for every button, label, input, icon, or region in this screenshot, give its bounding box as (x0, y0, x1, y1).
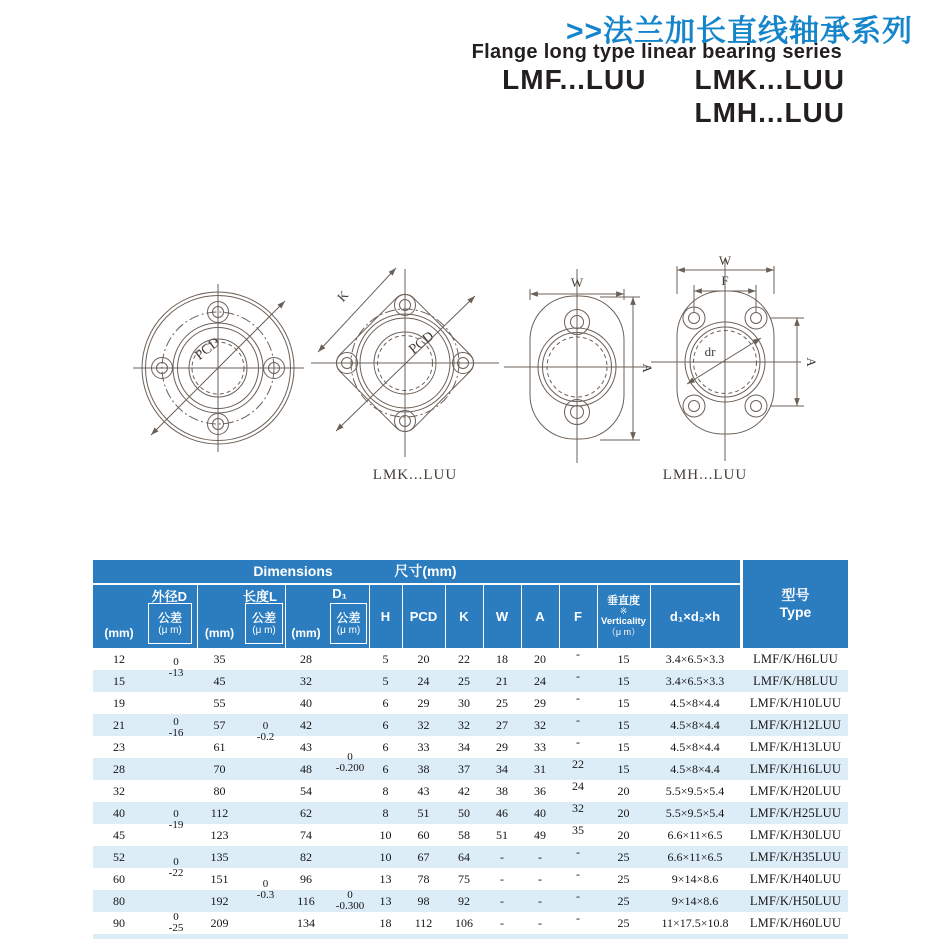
cell-f: - (576, 888, 580, 903)
cell-vert: 25 (617, 849, 630, 864)
cell-h: 5 (382, 651, 389, 666)
cell-pcd: 43 (417, 783, 430, 798)
table-bottom-band (93, 934, 848, 939)
cell-type: LMF/K/H35LUU (749, 849, 842, 864)
cell-f: 24 (572, 778, 584, 793)
cell-h: 8 (382, 805, 389, 820)
cell-type: LMF/K/H8LUU (753, 673, 838, 688)
unit-mm-l: (mm) (204, 626, 235, 640)
cell-k: 64 (458, 849, 470, 864)
cell-d: 52 (113, 849, 125, 864)
drawing-lmh-oval-4hole (651, 259, 804, 461)
cell-f: - (576, 844, 580, 859)
tolerance-l-03: 0 -0.3 (256, 878, 275, 901)
tolerance-box-d1: 公差 (μ m) (330, 603, 367, 644)
table-row (93, 714, 848, 736)
pcd-label-square: PCD (406, 328, 438, 358)
cell-pcd: 33 (417, 739, 430, 754)
cell-d1: 82 (300, 849, 312, 864)
cell-w: - (500, 871, 504, 886)
cell-k: 22 (458, 651, 470, 666)
cell-pcd: 20 (417, 651, 430, 666)
table-body (93, 648, 848, 934)
cell-vert: 25 (617, 915, 630, 930)
tolerance-d-13: 0 -13 (168, 656, 184, 679)
cell-type: LMF/K/H60LUU (749, 915, 842, 930)
cell-a: 32 (534, 717, 546, 732)
w-dimension-label-oval2: W (570, 275, 584, 290)
technical-drawings (0, 248, 945, 488)
tolerance-d1-0300: 0 -0.300 (335, 889, 365, 912)
cell-h: 18 (379, 915, 392, 930)
cell-a: 49 (534, 827, 546, 842)
cell-type: LMF/K/H12LUU (749, 717, 842, 732)
cell-a: 33 (534, 739, 546, 754)
cell-h: 6 (382, 695, 389, 710)
table-header (93, 560, 848, 648)
cell-dxd: 6.6×11×6.5 (667, 827, 723, 842)
cell-l: 209 (210, 915, 229, 930)
model-series-row (502, 64, 845, 96)
cell-f: 22 (572, 756, 584, 771)
cell-a: - (538, 849, 542, 864)
cell-h: 10 (379, 849, 392, 864)
cell-l: 151 (210, 871, 229, 886)
cell-w: 25 (496, 695, 508, 710)
cell-f: - (576, 690, 580, 705)
cell-k: 37 (458, 761, 470, 776)
cell-d: 28 (113, 761, 125, 776)
cell-w: - (500, 849, 504, 864)
cell-dxd: 4.5×8×4.4 (670, 739, 720, 754)
cell-type: LMF/K/H25LUU (749, 805, 842, 820)
cell-type: LMF/K/H6LUU (753, 651, 838, 666)
tolerance-box-l: 公差 (μ m) (245, 603, 283, 644)
cell-dxd: 5.5×9.5×5.4 (665, 805, 725, 820)
dr-bore-label: dr (704, 344, 716, 359)
cell-d: 60 (113, 871, 125, 886)
tolerance-d-16: 0 -16 (168, 716, 184, 739)
cell-d1: 54 (300, 783, 312, 798)
col-head-d1xd2xh: d₁×d₂×h (669, 608, 721, 624)
table-row (93, 890, 848, 912)
cell-d1: 116 (297, 893, 315, 908)
table-row (93, 912, 848, 934)
cell-d: 40 (113, 805, 125, 820)
cell-vert: 25 (617, 871, 630, 886)
cell-d: 32 (113, 783, 125, 798)
cell-k: 30 (458, 695, 470, 710)
dimensions-table (93, 560, 848, 939)
cell-h: 8 (382, 783, 389, 798)
cell-l: 35 (213, 651, 226, 666)
cell-pcd: 78 (417, 871, 430, 886)
cell-d1: 28 (300, 651, 312, 666)
cell-type: LMF/K/H16LUU (749, 761, 842, 776)
pcd-label-round: PCD (192, 334, 224, 364)
unit-mm-d1: (mm) (291, 626, 321, 640)
cell-k: 58 (458, 827, 470, 842)
drawing-lmf-round-flange (133, 284, 304, 452)
cell-k: 34 (458, 739, 470, 754)
table-row (93, 736, 848, 758)
tolerance-d-22: 0 -22 (168, 856, 184, 879)
cell-pcd: 51 (417, 805, 430, 820)
cell-pcd: 112 (414, 915, 433, 930)
cell-h: 10 (379, 827, 392, 842)
model-lmh: LMH...LUU (694, 97, 845, 128)
group-length: 长度L (243, 589, 277, 604)
cell-pcd: 32 (417, 717, 430, 732)
cell-h: 6 (382, 717, 389, 732)
tolerance-d-25: 0 -25 (168, 911, 184, 934)
cell-w: 21 (496, 673, 508, 688)
group-d1: D₁ (332, 586, 347, 601)
cell-dxd: 6.6×11×6.5 (667, 849, 723, 864)
table-row (93, 780, 848, 802)
cell-w: 29 (496, 739, 508, 754)
cell-d: 45 (113, 827, 125, 842)
table-row (93, 868, 848, 890)
cell-a: 24 (534, 673, 546, 688)
cell-l: 135 (210, 849, 229, 864)
cell-a: 29 (534, 695, 546, 710)
table-row (93, 758, 848, 780)
cell-f: 32 (572, 800, 584, 815)
cell-l: 80 (213, 783, 226, 798)
cell-l: 45 (213, 673, 226, 688)
group-outer-diameter: 外径D (151, 589, 187, 604)
cell-w: 46 (496, 805, 508, 820)
cell-d1: 32 (300, 673, 312, 688)
tolerance-l-02: 0 -0.2 (256, 720, 275, 743)
table-row (93, 692, 848, 714)
cell-l: 55 (213, 695, 226, 710)
cell-vert: 25 (617, 893, 630, 908)
caption-lmk: LMK...LUU (372, 467, 458, 483)
cell-vert: 15 (617, 717, 630, 732)
table-row (93, 846, 848, 868)
cell-f: - (576, 734, 580, 749)
col-head-h: H (380, 608, 391, 624)
cell-f: - (576, 910, 580, 925)
cell-d: 23 (113, 739, 125, 754)
cell-type: LMF/K/H10LUU (749, 695, 842, 710)
cell-h: 6 (382, 761, 389, 776)
col-head-w: W (495, 608, 509, 624)
cell-type: LMF/K/H50LUU (749, 893, 842, 908)
table-header-main (93, 560, 740, 648)
cell-a: - (538, 915, 542, 930)
f-dimension-label: F (721, 273, 729, 288)
cell-type: LMF/K/H20LUU (749, 783, 842, 798)
cell-k: 50 (458, 805, 470, 820)
cell-l: 123 (210, 827, 229, 842)
cell-vert: 20 (617, 827, 630, 842)
cell-k: 32 (458, 717, 470, 732)
cell-vert: 15 (617, 651, 630, 666)
cell-d1: 96 (300, 871, 312, 886)
cell-a: 20 (534, 651, 546, 666)
cell-dxd: 3.4×6.5×3.3 (665, 673, 725, 688)
cell-d1: 74 (300, 827, 312, 842)
cell-pcd: 38 (417, 761, 430, 776)
cell-type: LMF/K/H40LUU (749, 871, 842, 886)
cell-f: - (576, 712, 580, 727)
page-subtitle-english: Flange long type linear bearing series (471, 41, 842, 63)
cell-l: 192 (210, 893, 229, 908)
cell-h: 5 (382, 673, 389, 688)
cell-dxd: 9×14×8.6 (671, 893, 719, 908)
cell-w: 27 (496, 717, 508, 732)
cell-a: 40 (534, 805, 546, 820)
cell-dxd: 11×17.5×10.8 (661, 915, 729, 930)
cell-d: 80 (113, 893, 125, 908)
cell-d1: 40 (300, 695, 312, 710)
cell-w: - (500, 893, 504, 908)
cell-dxd: 3.4×6.5×3.3 (665, 651, 725, 666)
cell-f: - (576, 668, 580, 683)
cell-l: 112 (210, 805, 229, 820)
cell-k: 106 (455, 915, 473, 930)
cell-k: 42 (458, 783, 470, 798)
cell-vert: 20 (617, 783, 630, 798)
cell-f: - (576, 866, 580, 881)
cell-type: LMF/K/H30LUU (749, 827, 842, 842)
cell-l: 61 (213, 739, 226, 754)
cell-pcd: 98 (417, 893, 430, 908)
header-size-mm: 尺寸(mm) (394, 563, 457, 579)
cell-pcd: 60 (417, 827, 430, 842)
cell-d1: 134 (297, 915, 315, 930)
cell-d: 12 (113, 651, 125, 666)
col-head-k: K (459, 608, 469, 624)
tolerance-d1-0200: 0 -0.200 (335, 751, 365, 774)
cell-vert: 15 (617, 761, 630, 776)
cell-vert: 15 (617, 673, 630, 688)
cell-a: 36 (534, 783, 546, 798)
k-dimension-label: K (333, 287, 352, 305)
unit-mm-d: (mm) (104, 626, 134, 640)
col-head-a: A (535, 608, 545, 624)
tolerance-box-d: 公差 (μ m) (148, 603, 192, 644)
cell-l: 57 (213, 717, 226, 732)
cell-f: 35 (572, 822, 584, 837)
cell-pcd: 29 (417, 695, 430, 710)
cell-dxd: 4.5×8×4.4 (670, 761, 720, 776)
cell-d: 19 (113, 695, 125, 710)
model-lmf: LMF...LUU (502, 64, 647, 95)
col-head-f: F (574, 608, 582, 624)
tolerance-d-19: 0 -19 (168, 808, 184, 831)
col-head-pcd: PCD (409, 608, 438, 624)
cell-d: 15 (113, 673, 125, 688)
cell-d1: 62 (300, 805, 312, 820)
cell-h: 13 (379, 871, 392, 886)
cell-d: 21 (113, 717, 125, 732)
cell-vert: 15 (617, 739, 630, 754)
cell-w: 34 (496, 761, 508, 776)
cell-a: 31 (534, 761, 546, 776)
table-row (93, 802, 848, 824)
cell-w: - (500, 915, 504, 930)
cell-type: LMF/K/H13LUU (749, 739, 842, 754)
cell-dxd: 5.5×9.5×5.4 (665, 783, 725, 798)
cell-dxd: 4.5×8×4.4 (670, 717, 720, 732)
cell-dxd: 4.5×8×4.4 (670, 695, 720, 710)
cell-pcd: 24 (417, 673, 430, 688)
cell-w: 18 (496, 651, 508, 666)
drawing-lmh-oval-2hole (504, 269, 651, 463)
cell-d1: 43 (300, 739, 312, 754)
cell-h: 6 (382, 739, 389, 754)
col-head-verticality: 垂直度 ※ Verticality （μ m） (601, 595, 646, 637)
cell-k: 25 (458, 673, 470, 688)
w-dimension-label-oval4: W (718, 253, 732, 268)
cell-k: 75 (458, 871, 470, 886)
cell-d: 90 (113, 915, 125, 930)
table-row (93, 824, 848, 846)
cell-h: 13 (379, 893, 392, 908)
a-dimension-label-oval2: A (640, 363, 655, 373)
model-lmk: LMK...LUU (694, 64, 845, 95)
cell-dxd: 9×14×8.6 (671, 871, 719, 886)
cell-a: - (538, 871, 542, 886)
table-row (93, 670, 848, 692)
cell-pcd: 67 (417, 849, 430, 864)
page-title-chinese: >>法兰加长直线轴承系列 (565, 15, 913, 48)
cell-l: 70 (213, 761, 226, 776)
cell-w: 38 (496, 783, 508, 798)
header-dimensions: Dimensions (253, 563, 333, 579)
cell-vert: 15 (617, 695, 630, 710)
cell-d1: 42 (300, 717, 312, 732)
table-row (93, 648, 848, 670)
cell-w: 51 (496, 827, 508, 842)
cell-d1: 48 (300, 761, 312, 776)
cell-vert: 20 (617, 805, 630, 820)
caption-lmh: LMH...LUU (662, 467, 748, 483)
col-head-type: 型号 Type (743, 560, 848, 648)
cell-a: - (538, 893, 542, 908)
cell-k: 92 (458, 893, 470, 908)
cell-f: - (576, 646, 580, 661)
a-dimension-label-oval4: A (804, 357, 819, 367)
